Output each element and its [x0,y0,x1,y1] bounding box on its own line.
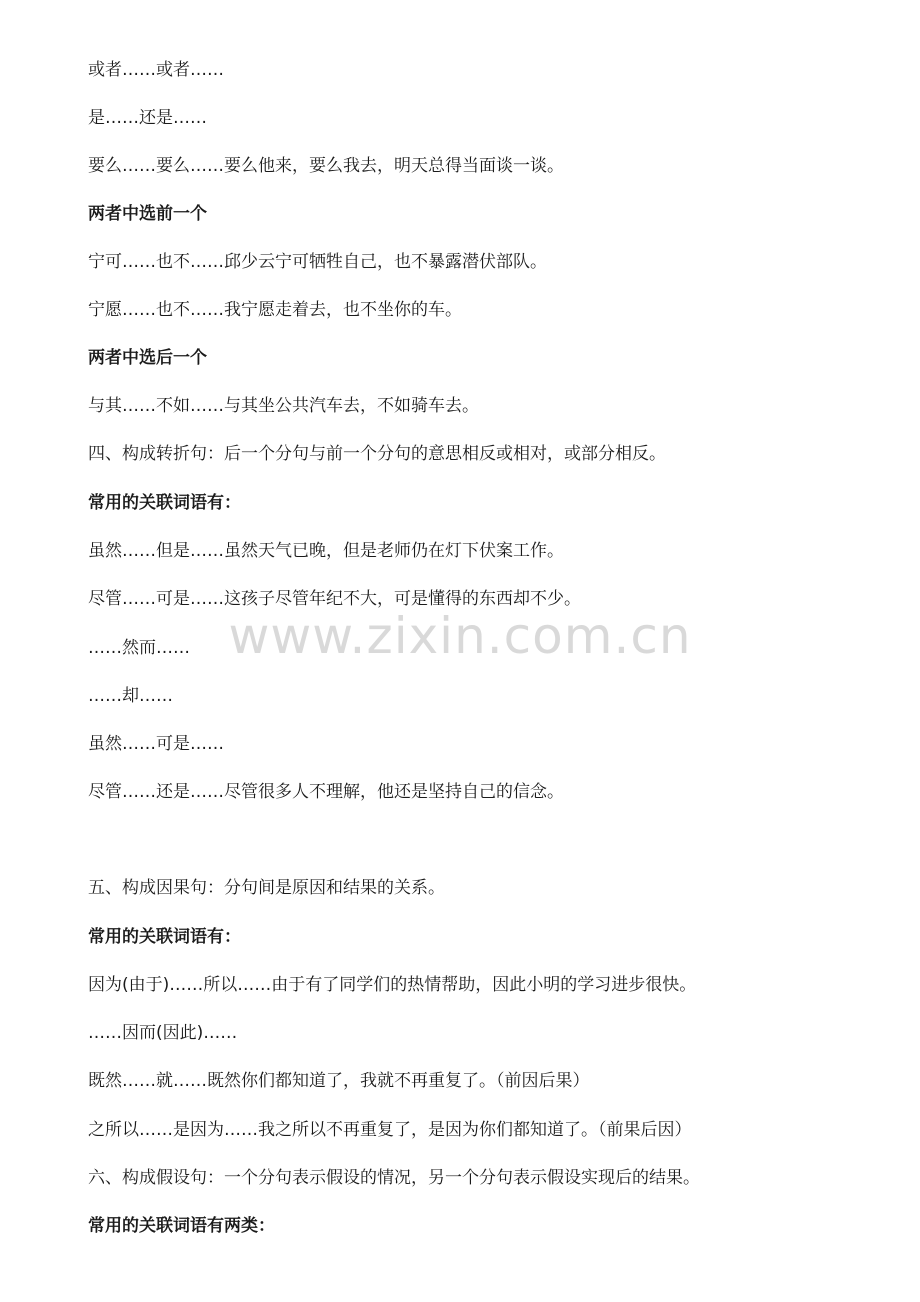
section-subheading: 两者中选前一个 [88,204,207,224]
text-line: 虽然……但是……虽然天气已晚，但是老师仍在灯下伏案工作。 [88,541,564,561]
section-subheading: 常用的关联词语有： [88,493,241,513]
section-heading: 五、构成因果句：分句间是原因和结果的关系。 [88,878,445,898]
text-line: 宁可……也不……邱少云宁可牺牲自己，也不暴露潜伏部队。 [88,252,547,272]
text-line: ……然而…… [88,638,190,658]
section-heading: 四、构成转折句：后一个分句与前一个分句的意思相反或相对，或部分相反。 [88,444,666,464]
text-line: 尽管……还是……尽管很多人不理解，他还是坚持自己的信念。 [88,782,564,802]
text-line: 之所以……是因为……我之所以不再重复了，是因为你们都知道了。（前果后因） [88,1120,692,1140]
text-line: 是……还是…… [88,108,207,128]
text-line: 或者……或者…… [88,60,224,80]
section-subheading: 两者中选后一个 [88,348,207,368]
watermark: www.zixin.com.cn [228,607,692,665]
text-line: 因为(由于)……所以……由于有了同学们的热情帮助，因此小明的学习进步很快。 [88,975,697,995]
section-subheading: 常用的关联词语有两类： [88,1216,275,1236]
text-line: 既然……就……既然你们都知道了，我就不再重复了。（前因后果） [88,1071,590,1091]
text-line: ……因而(因此)…… [88,1023,238,1043]
text-line: 尽管……可是……这孩子尽管年纪不大，可是懂得的东西却不少。 [88,589,581,609]
text-line: 要么……要么……要么他来，要么我去，明天总得当面谈一谈。 [88,156,564,176]
text-line: 与其……不如……与其坐公共汽车去，不如骑车去。 [88,396,479,416]
text-line: 虽然……可是…… [88,734,224,754]
section-heading: 六、构成假设句：一个分句表示假设的情况，另一个分句表示假设实现后的结果。 [88,1168,700,1188]
text-line: 宁愿……也不……我宁愿走着去，也不坐你的车。 [88,300,462,320]
text-line: ……却…… [88,686,173,706]
section-subheading: 常用的关联词语有： [88,927,241,947]
